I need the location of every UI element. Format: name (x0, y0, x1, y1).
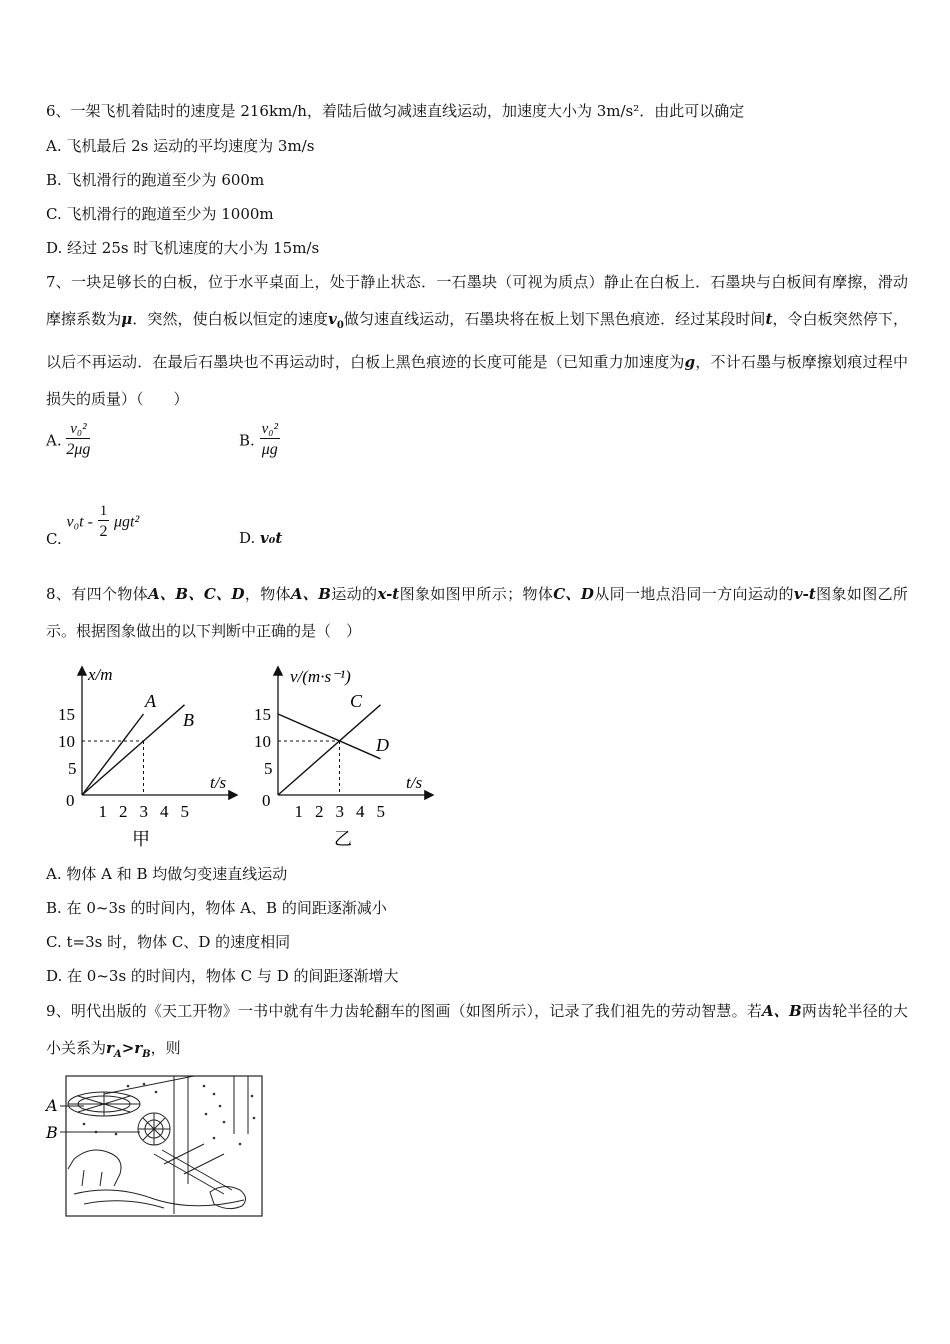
q9-rb-sub: B (142, 1049, 151, 1060)
q9-stem-part1: 9、明代出版的《天工开物》一书中就有牛力齿轮翻车的图画（如图所示），记录了我们祖先的劳动智慧。若 (46, 1002, 762, 1020)
q8-stem-part6: 图象如图乙所示。根据图象做出的以下判断中正确的是（ ） (46, 585, 908, 640)
q8-option-a: A. 物体 A 和 B 均做匀变速直线运动 (46, 865, 288, 883)
graph-xt (52, 660, 242, 850)
q7-stem-part2: ．突然，使白板以恒定的速度 (132, 310, 329, 328)
q9-stem (46, 993, 908, 1073)
graph-vt-x-tick-5: 5 (376, 802, 385, 821)
gear-a-label: A (46, 1096, 58, 1115)
q7-option-c-fraction (98, 502, 110, 543)
graph-vt-series-c (278, 705, 381, 795)
q7-stem-part3: 做匀速直线运动，石墨块将在板上划下黑色痕迹．经过某段时间 (343, 310, 766, 328)
graph-xt-line-a-label: A (145, 691, 156, 711)
q7-t: t (765, 310, 773, 328)
q7-v0-sub: 0 (336, 320, 344, 331)
graph-xt-line-b-label: B (183, 710, 194, 730)
q7-option-c-expr-left: v₀t - (66, 513, 93, 531)
graph-vt-line-d-label: D (376, 735, 389, 755)
q9-ra-sub: A (113, 1049, 122, 1060)
q6-stem: 6、一架飞机着陆时的速度是 216km/h，着陆后做匀减速直线运动，加速度大小为 3m/s²．由此可以确定 (46, 102, 745, 120)
graph-vt-line-c-label: C (350, 691, 363, 711)
q8-objects-abcd: A、B、C、D (148, 585, 245, 603)
graph-xt-xlabel: t/s (210, 773, 227, 792)
graph-xt-y-tick-5: 5 (68, 759, 77, 778)
q8-stem-part2: ，物体 (244, 585, 291, 603)
graph-vt-caption: 乙 (334, 829, 352, 849)
graph-vt-y-tick-10: 10 (254, 732, 271, 751)
q7-option-a-numerator: v₀² (66, 420, 90, 439)
graph-vt-x-tick-1: 1 (294, 802, 303, 821)
q7-option-c (46, 502, 140, 548)
graph-vt-x-tick-2: 2 (315, 802, 324, 821)
q6-option-c: C. 飞机滑行的跑道至少为 1000m (46, 205, 274, 223)
q7-stem-part1: 7、一块足够长的白板，位于水平桌面上，处于静止状态．一石墨块（可视为质点）静止在白板上．石墨块与白板间有摩擦，滑动摩擦系数为 (46, 273, 908, 328)
q7-option-a-denominator: 2μg (66, 441, 91, 458)
q7-v0: v (328, 310, 337, 328)
woodcut-image (44, 1074, 266, 1220)
q6-option-d: D. 经过 25s 时飞机速度的大小为 15m/s (46, 239, 320, 257)
q9-stem-part3: ，则 (150, 1039, 181, 1057)
q9-ra: r (106, 1039, 114, 1057)
q7-option-b-numerator: v₀² (261, 421, 278, 437)
q7-option-d (239, 528, 282, 548)
graph-vt-origin: 0 (262, 791, 271, 810)
graph-vt-ylabel: v/(m·s⁻¹) (290, 667, 351, 686)
graph-vt-y-tick-5: 5 (264, 759, 273, 778)
q7-option-b (239, 420, 280, 461)
q6-option-b: B. 飞机滑行的跑道至少为 600m (46, 171, 265, 189)
graph-xt-x-tick-5: 5 (180, 802, 189, 821)
q8-stem-part4: 图象如图甲所示；物体 (399, 585, 554, 603)
q8-stem (46, 576, 908, 650)
q7-option-a (46, 420, 90, 461)
graph-xt-series-b (82, 705, 185, 795)
q7-option-c-expr-right: μgt² (114, 513, 140, 531)
q7-option-d-expr: v₀t (260, 529, 283, 547)
q7-option-b-label: B. (239, 431, 255, 450)
graph-xt-x-tick-3: 3 (139, 802, 148, 821)
q7-stem-part4: ，令白板突然停下，以后不再运动．在最后石墨块也不再运动时，白板上黑色痕迹的长度可能是（已知重力加速度为 (46, 310, 908, 371)
graph-xt-origin: 0 (66, 791, 75, 810)
q7-option-b-denominator: μg (261, 441, 278, 458)
gear-b-label: B (46, 1123, 58, 1142)
q9-rb: r (134, 1039, 143, 1057)
graph-xt-svg (52, 660, 242, 850)
q7-option-a-fraction (66, 420, 90, 461)
graph-vt-x-tick-3: 3 (335, 802, 344, 821)
q7-g: g (684, 353, 696, 371)
graph-xt-x-tick-4: 4 (160, 802, 169, 821)
q9-objects-ab: A、B (761, 1002, 802, 1020)
graph-vt (250, 660, 440, 850)
q7-stem-part5: ，不计石墨与板摩擦划痕过程中损失的质量）（ ） (46, 353, 908, 408)
q8-option-c: C. t=3s 时，物体 C、D 的速度相同 (46, 933, 291, 951)
q8-vt: v-t (793, 585, 816, 603)
graph-xt-x-tick-2: 2 (119, 802, 128, 821)
q8-stem-part3: 运动的 (330, 585, 378, 603)
q7-option-d-label: D. (239, 529, 256, 547)
q9-stem-part2: 两齿轮半径的大小关系为 (46, 1002, 908, 1057)
q8-objects-ab: A、B (290, 585, 331, 603)
gear-waterwheel-illustration (44, 1074, 266, 1220)
graph-xt-x-tick-1: 1 (98, 802, 107, 821)
q8-stem-part1: 8、有四个物体 (46, 585, 149, 603)
q6-option-a: A. 飞机最后 2s 运动的平均速度为 3m/s (46, 137, 315, 155)
graph-xt-series-a (82, 714, 144, 795)
q7-mu: μ (121, 310, 133, 328)
q7-option-c-numerator: 1 (99, 503, 108, 519)
q8-xt: x-t (377, 585, 400, 603)
graph-xt-caption: 甲 (132, 829, 150, 849)
graph-vt-series-d (278, 714, 381, 759)
q8-objects-cd: C、D (553, 585, 594, 603)
graph-vt-svg (250, 660, 440, 850)
graph-xt-ylabel: x/m (88, 665, 113, 684)
graph-xt-y-tick-15: 15 (58, 705, 75, 724)
q7-option-c-label: C. (46, 529, 62, 548)
q7-stem (46, 264, 908, 418)
q8-stem-part5: 从同一地点沿同一方向运动的 (593, 585, 794, 603)
graph-vt-y-tick-15: 15 (254, 705, 271, 724)
graph-vt-xlabel: t/s (406, 773, 423, 792)
graph-vt-x-tick-4: 4 (356, 802, 365, 821)
q8-option-d: D. 在 0~3s 的时间内，物体 C 与 D 的间距逐渐增大 (46, 967, 399, 985)
q7-option-c-denominator: 2 (99, 523, 108, 540)
q8-option-b: B. 在 0~3s 的时间内，物体 A、B 的间距逐渐减小 (46, 899, 387, 917)
q9-gt: > (121, 1039, 135, 1057)
q7-option-a-label: A. (46, 431, 62, 450)
graph-xt-y-tick-10: 10 (58, 732, 75, 751)
q7-option-b-fraction (260, 420, 280, 461)
